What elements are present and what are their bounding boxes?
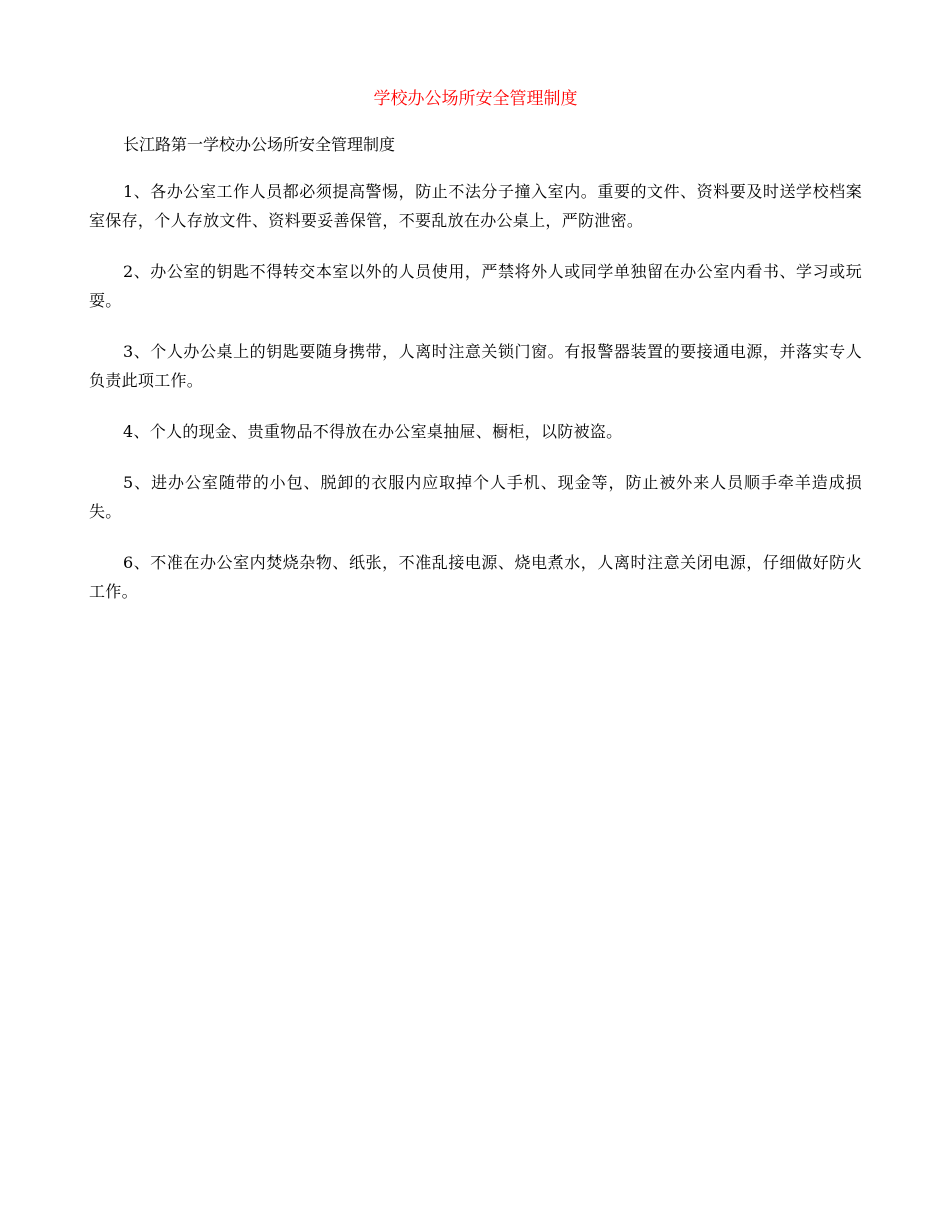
document-subtitle: 长江路第一学校办公场所安全管理制度 <box>123 135 396 154</box>
paragraph-4: 4、个人的现金、贵重物品不得放在办公室桌抽屉、橱柜，以防被盗。 <box>123 422 623 441</box>
paragraph-5: 5、进办公室随带的小包、脱卸的衣服内应取掉个人手机、现金等，防止被外来人员顺手牵羊造成损失。 <box>89 473 862 521</box>
paragraph-1: 1、各办公室工作人员都必须提高警惕，防止不法分子撞入室内。重要的文件、资料要及时送学校档案室保存，个人存放文件、资料要妥善保管，不要乱放在办公桌上，严防泄密。 <box>89 182 862 230</box>
paragraph-3: 3、个人办公桌上的钥匙要随身携带，人离时注意关锁门窗。有报警器装置的要接通电源，并落实专人负责此项工作。 <box>89 342 862 390</box>
document-title: 学校办公场所安全管理制度 <box>373 89 578 109</box>
paragraph-6: 6、不准在办公室内焚烧杂物、纸张，不准乱接电源、烧电煮水，人离时注意关闭电源，仔细做好防火工作。 <box>89 553 862 601</box>
paragraph-2: 2、办公室的钥匙不得转交本室以外的人员使用，严禁将外人或同学单独留在办公室内看书、学习或玩耍。 <box>89 262 862 310</box>
